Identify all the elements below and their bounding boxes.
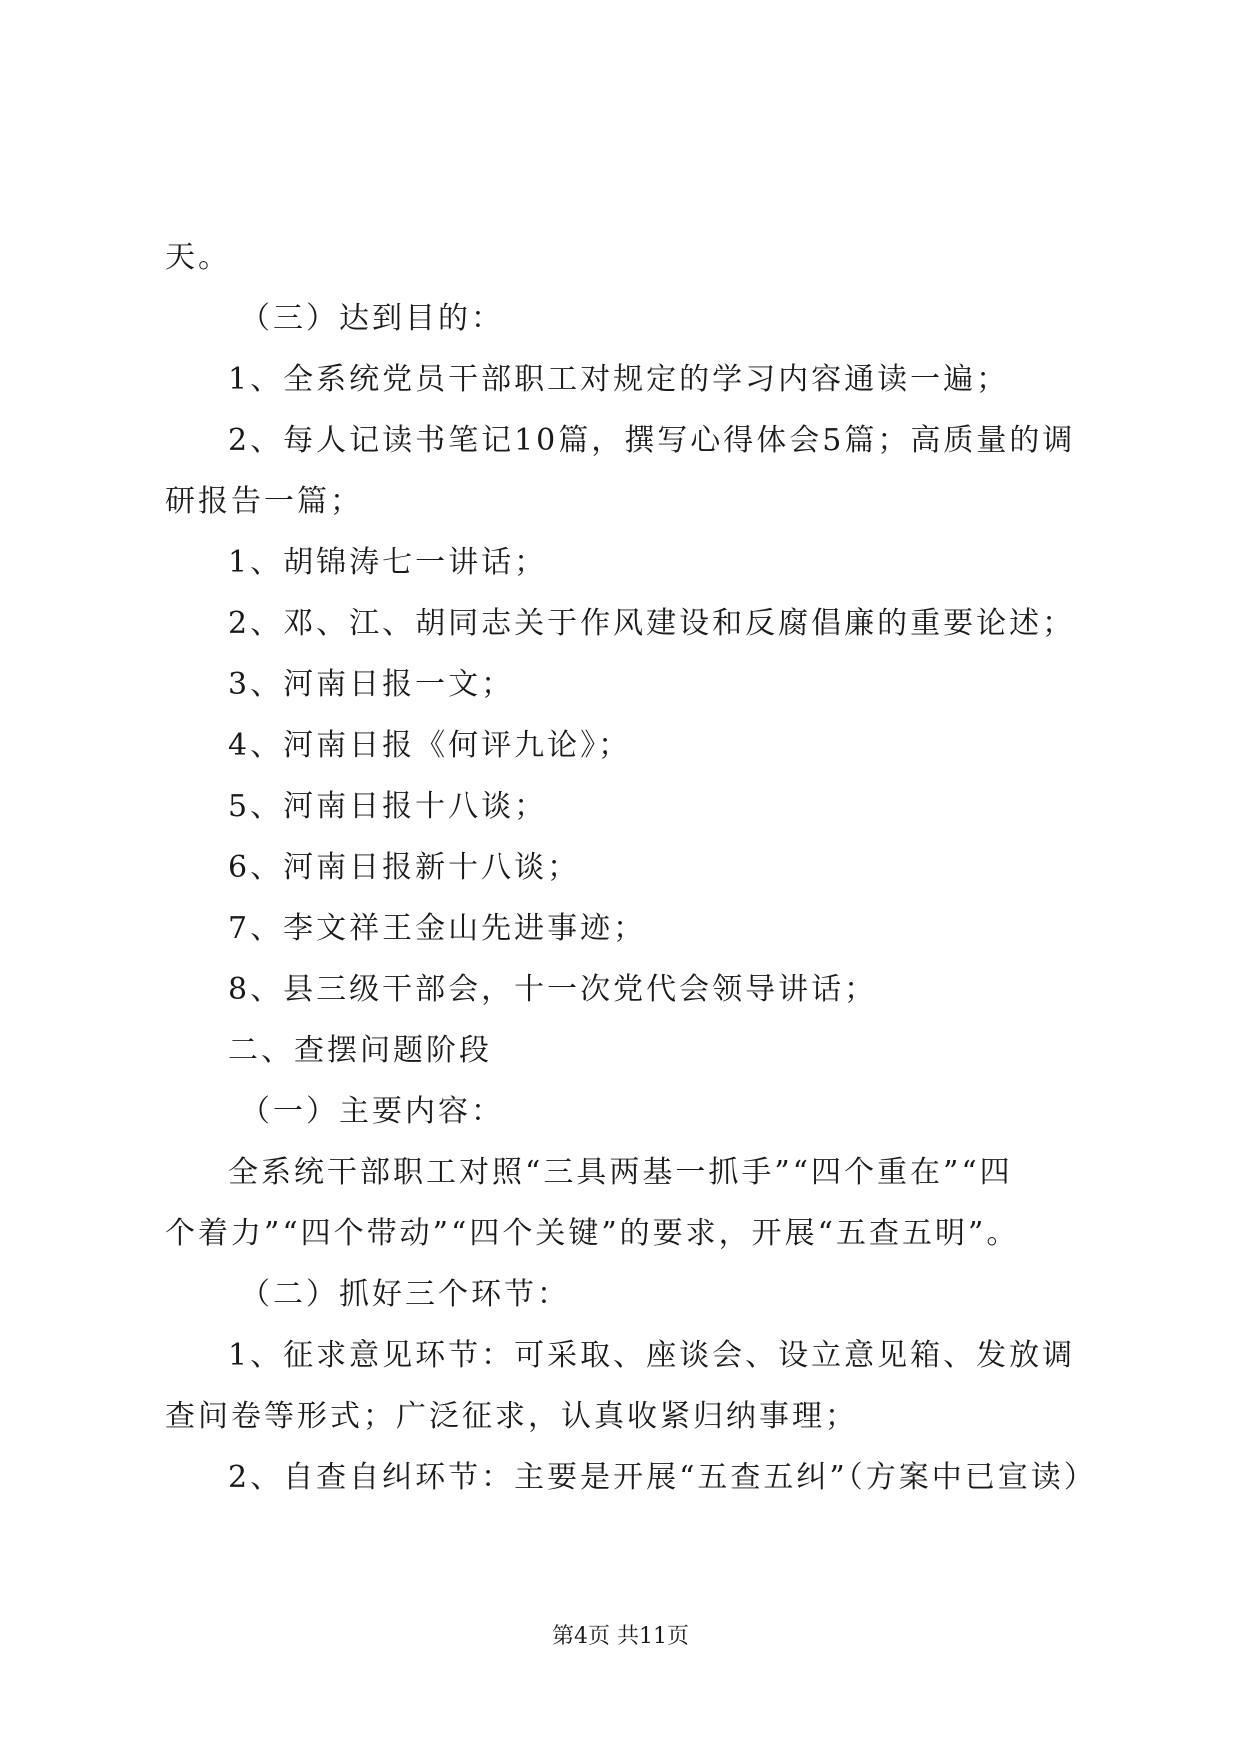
section-heading: （二）抓好三个环节： (240, 1277, 570, 1312)
section-heading: （一）主要内容： (240, 1094, 504, 1129)
list-item: 8、县三级干部会，十一次党代会领导讲话； (228, 972, 878, 1007)
list-item: 3、河南日报一文； (228, 667, 515, 702)
list-item: 5、河南日报十八谈； (228, 789, 548, 824)
text-line: 研报告一篇； (165, 484, 363, 519)
list-item: 1、胡锦涛七一讲话； (228, 545, 548, 580)
list-item: 7、李文祥王金山先进事迹； (228, 911, 647, 946)
text-line: 个着力”“四个带动”“四个关键”的要求，开展“五查五明”。 (165, 1216, 1020, 1251)
text-line: 查问卷等形式；广泛征求，认真收紧归纳事理； (165, 1399, 858, 1434)
text-line: 全系统干部职工对照“三具两基一抓手”“四个重在”“四 (228, 1155, 1013, 1190)
list-item: 2、邓、江、胡同志关于作风建设和反腐倡廉的重要论述； (228, 606, 1076, 641)
page-number-footer: 第4页 共11页 (552, 1624, 689, 1649)
text-line: 1、征求意见环节：可采取、座谈会、设立意见箱、发放调 (228, 1338, 1076, 1373)
text-line: 2、自查自纠环节：主要是开展“五查五纠”（方案中已宣读） (228, 1460, 1097, 1495)
section-heading: （三）达到目的： (240, 301, 504, 336)
list-item: 6、河南日报新十八谈； (228, 850, 581, 885)
text-line: 天。 (165, 240, 231, 275)
list-item: 4、河南日报《何评九论》； (228, 728, 632, 763)
text-line: 2、每人记读书笔记10篇，撰写心得体会5篇；高质量的调 (228, 423, 1076, 458)
section-heading: 二、查摆问题阶段 (228, 1033, 492, 1068)
text-line: 1、全系统党员干部职工对规定的学习内容通读一遍； (228, 362, 1010, 397)
